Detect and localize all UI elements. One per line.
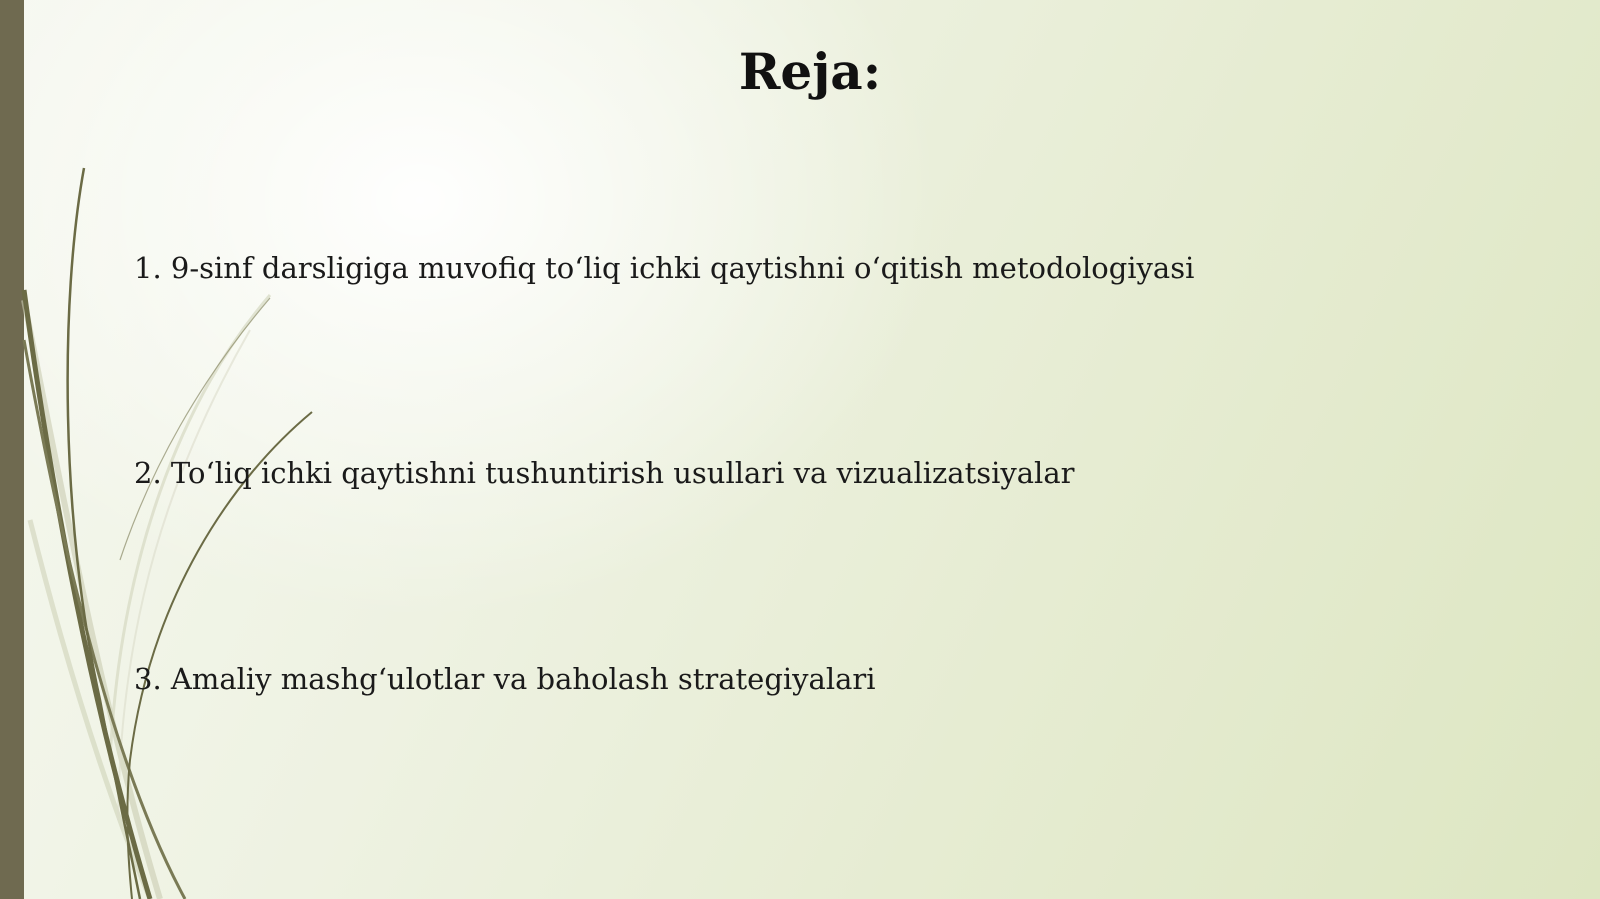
plan-item-1: 1. 9-sinf darsligiga muvofiq to‘liq ichki qaytishni o‘qitish metodologiyasi (134, 251, 1195, 285)
plan-item-3: 3. Amaliy mashg‘ulotlar va baholash strategiyalari (134, 662, 876, 696)
slide-title: Reja: (738, 42, 882, 101)
grass-decoration (0, 0, 320, 899)
plan-item-2: 2. To‘liq ichki qaytishni tushuntirish usullari va vizualizatsiyalar (134, 456, 1075, 490)
